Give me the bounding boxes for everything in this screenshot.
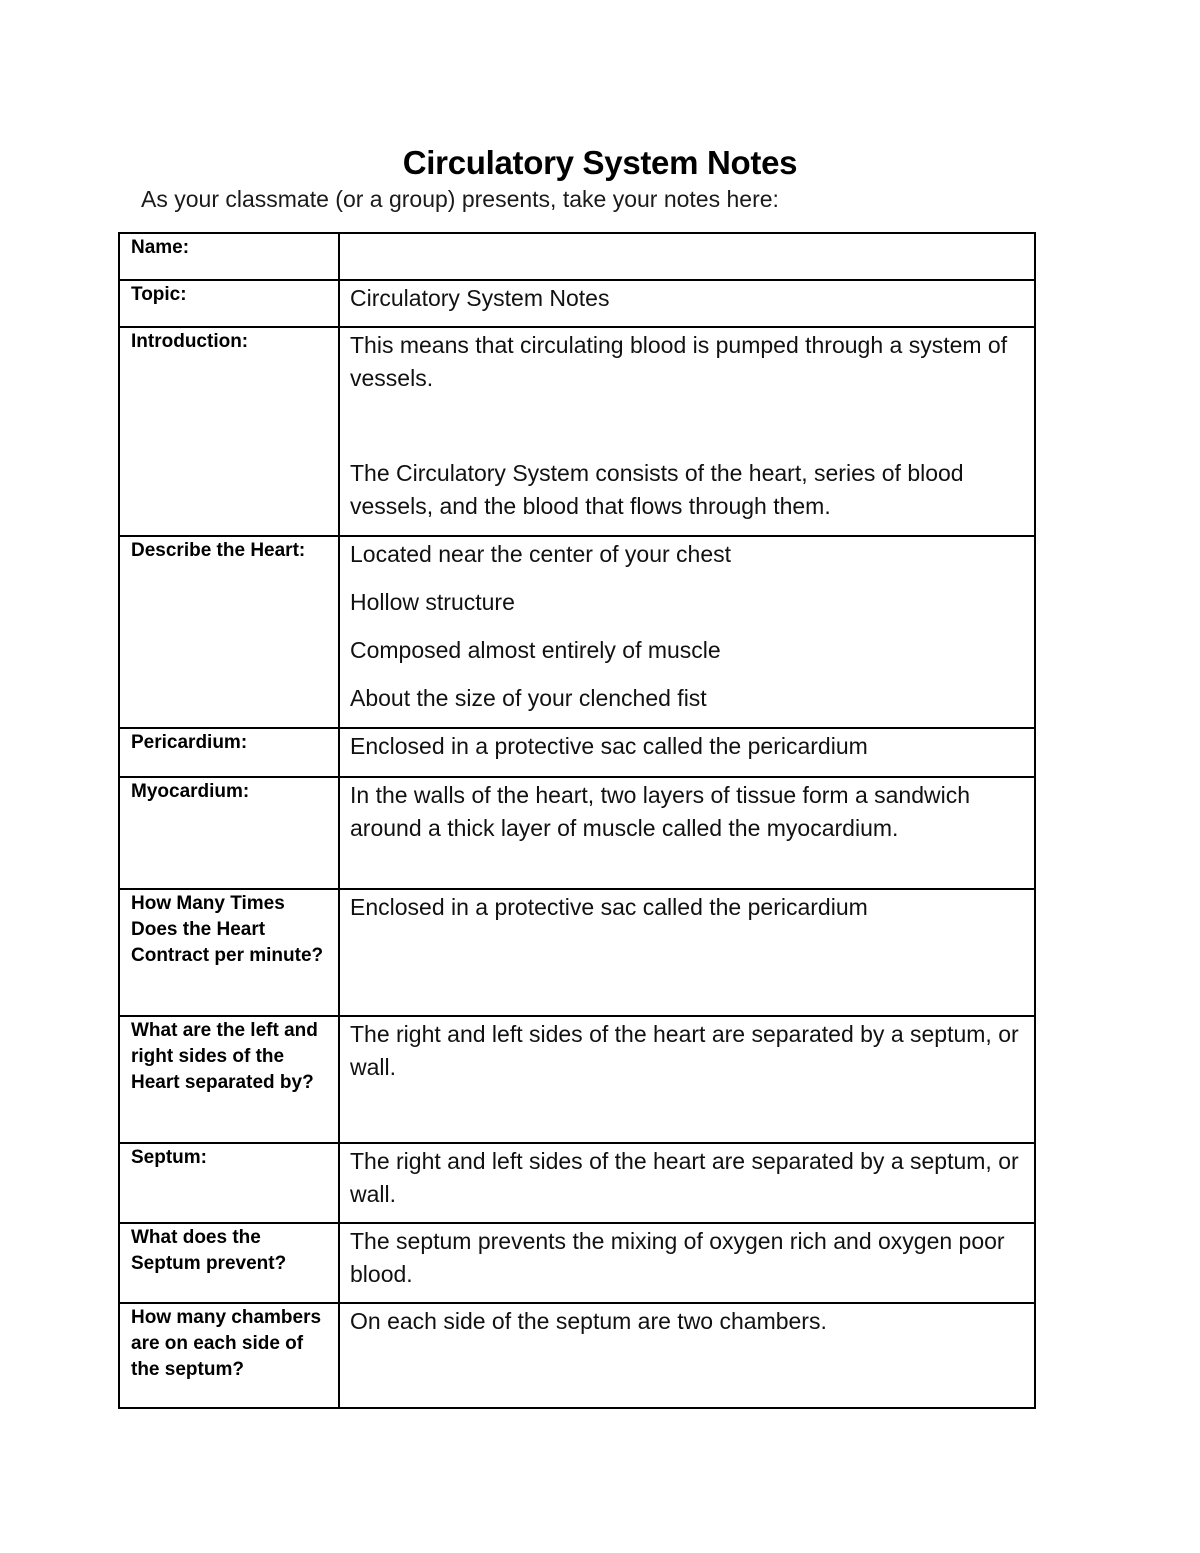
row-label-describe-heart: Describe the Heart:: [131, 540, 306, 561]
table-row-pericardium: [119, 728, 1035, 777]
table-row-name: [119, 233, 1035, 280]
row-label-septum-prevent: What does the Septum prevent?: [131, 1227, 287, 1274]
value-cell: [339, 536, 1035, 728]
row-label-pericardium: Pericardium:: [131, 732, 248, 753]
notes-table: [118, 232, 1036, 1409]
heart-line: About the size of your clenched fist: [350, 685, 707, 711]
page-subtitle: As your classmate (or a group) presents, take your notes here:: [141, 186, 779, 212]
value-cell: [339, 280, 1035, 327]
row-label-name: Name:: [131, 237, 190, 258]
label-cell: [119, 777, 339, 889]
value-cell: [339, 1223, 1035, 1303]
heart-line: Composed almost entirely of muscle: [350, 637, 721, 663]
label-cell: [119, 280, 339, 327]
table-row-separation: [119, 1016, 1035, 1143]
value-cell: [339, 1303, 1035, 1408]
topic-value: Circulatory System Notes: [350, 285, 610, 311]
septum-prevent-value: The septum prevents the mixing of oxygen rich and oxygen poor blood.: [350, 1228, 1005, 1287]
row-label-chambers: How many chambers are on each side of the septum?: [131, 1307, 322, 1380]
label-cell: [119, 728, 339, 777]
separation-value: The right and left sides of the heart are separated by a septum, or wall.: [350, 1021, 1019, 1080]
table-row-septum-prevent: [119, 1223, 1035, 1303]
contractions-value: Enclosed in a protective sac called the pericardium: [350, 894, 868, 920]
introduction-paragraph-2: The Circulatory System consists of the heart, series of blood vessels, and the blood that flows through them.: [350, 460, 964, 519]
value-cell: [339, 777, 1035, 889]
value-cell: [339, 327, 1035, 536]
table-row-describe-heart: [119, 536, 1035, 728]
label-cell: [119, 1303, 339, 1408]
label-cell: [119, 1143, 339, 1223]
row-label-topic: Topic:: [131, 284, 187, 305]
label-cell: [119, 1016, 339, 1143]
chambers-value: On each side of the septum are two chambers.: [350, 1308, 827, 1334]
label-cell: [119, 1223, 339, 1303]
table-row-septum: [119, 1143, 1035, 1223]
name-value-cell[interactable]: [339, 233, 1035, 280]
table-row-contractions: [119, 889, 1035, 1016]
row-label-introduction: Introduction:: [131, 331, 249, 352]
table-row-chambers: [119, 1303, 1035, 1408]
value-cell: [339, 728, 1035, 777]
label-cell: [119, 889, 339, 1016]
myocardium-value: In the walls of the heart, two layers of tissue form a sandwich around a thick layer of muscle called the myocardium.: [350, 782, 971, 841]
heart-line: Located near the center of your chest: [350, 541, 732, 567]
table-row-myocardium: [119, 777, 1035, 889]
pericardium-value: Enclosed in a protective sac called the pericardium: [350, 733, 868, 759]
name-value[interactable]: [340, 234, 1034, 235]
septum-value: The right and left sides of the heart are separated by a septum, or wall.: [350, 1148, 1019, 1207]
table-row-introduction: [119, 327, 1035, 536]
label-cell: [119, 536, 339, 728]
label-cell: [119, 233, 339, 280]
table-row-topic: [119, 280, 1035, 327]
row-label-myocardium: Myocardium:: [131, 781, 250, 802]
introduction-paragraph-1: This means that circulating blood is pumped through a system of vessels.: [350, 332, 1008, 391]
page-title: Circulatory System Notes: [402, 144, 798, 181]
row-label-separation: What are the left and right sides of the Heart separated by?: [131, 1020, 318, 1093]
value-cell: [339, 1143, 1035, 1223]
value-cell: [339, 889, 1035, 1016]
value-cell: [339, 1016, 1035, 1143]
label-cell: [119, 327, 339, 536]
heart-line: Hollow structure: [350, 589, 515, 615]
row-label-contractions: How Many Times Does the Heart Contract per minute?: [131, 893, 324, 966]
row-label-septum: Septum:: [131, 1147, 207, 1168]
